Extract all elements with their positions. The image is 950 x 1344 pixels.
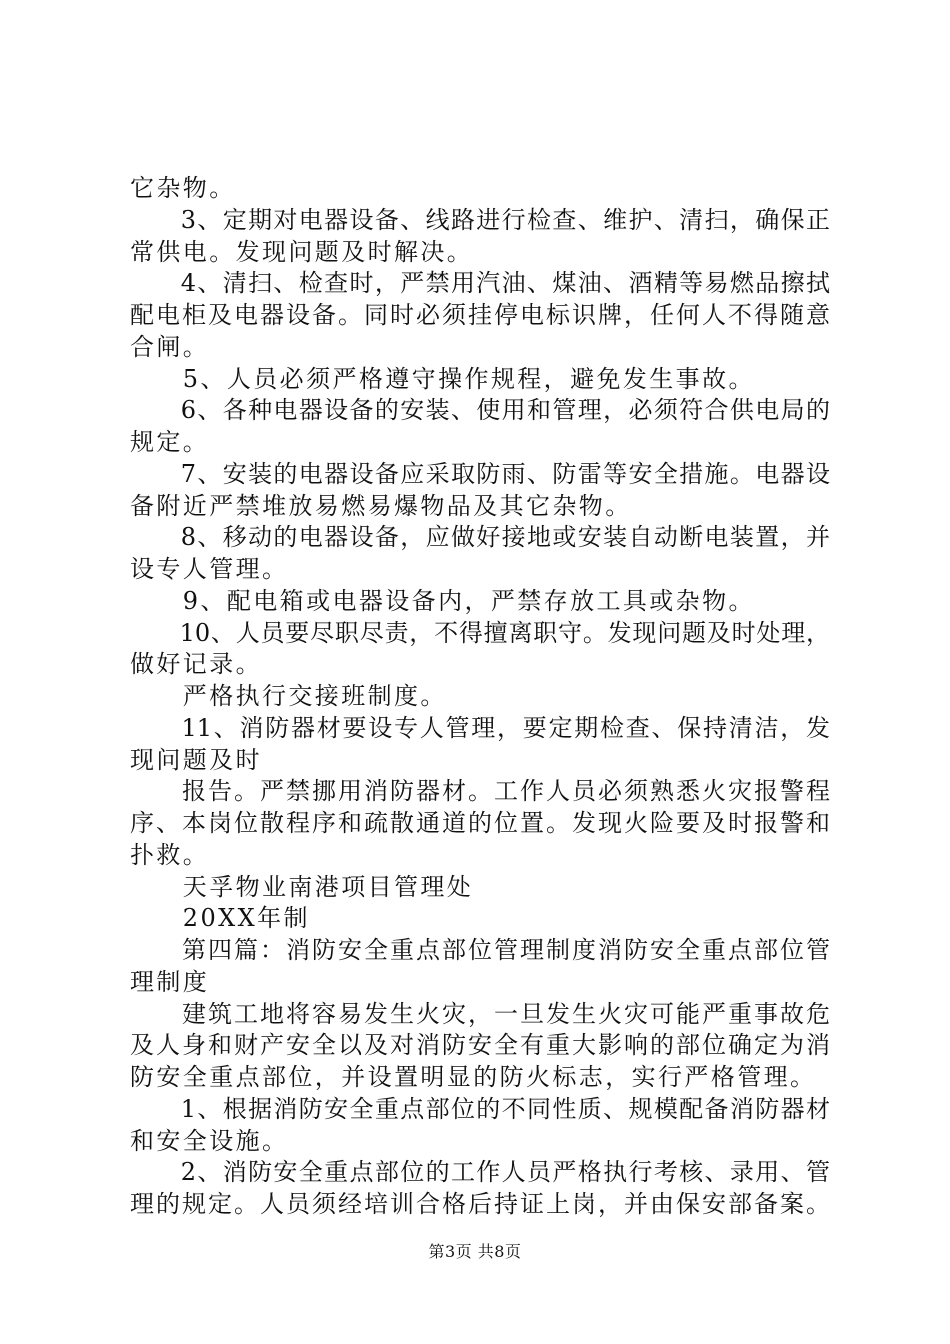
text-line: 序、本岗位散程序和疏散通道的位置。发现火险要及时报警和 — [130, 809, 830, 837]
text-line: 防安全重点部位，并设置明显的防火标志，实行严格管理。 — [130, 1063, 817, 1091]
text-line: 建筑工地将容易发生火灾，一旦发生火灾可能严重事故危 — [130, 1000, 830, 1028]
text-line: 严格执行交接班制度。 — [130, 682, 447, 710]
text-line: 5、人员必须严格遵守操作规程，避免发生事故。 — [130, 365, 755, 393]
text-line: 6、各种电器设备的安装、使用和管理，必须符合供电局的 — [130, 396, 830, 424]
text-line: 10、人员要尽职尽责，不得擅离职守。发现问题及时处理， — [130, 619, 830, 647]
text-line: 及人身和财产安全以及对消防安全有重大影响的部位确定为消 — [130, 1031, 830, 1059]
text-line: 它杂物。 — [130, 174, 236, 202]
text-line: 设专人管理。 — [130, 555, 289, 583]
text-line: 4、清扫、检查时，严禁用汽油、煤油、酒精等易燃品擦拭 — [130, 269, 830, 297]
text-line: 报告。严禁挪用消防器材。工作人员必须熟悉火灾报警程 — [130, 777, 830, 805]
text-line: 20XX年制 — [130, 904, 310, 932]
text-line: 做好记录。 — [130, 650, 262, 678]
text-line: 8、移动的电器设备，应做好接地或安装自动断电装置，并 — [130, 523, 830, 551]
text-line: 第四篇：消防安全重点部位管理制度消防安全重点部位管 — [130, 936, 830, 964]
text-line: 3、定期对电器设备、线路进行检查、维护、清扫，确保正 — [130, 206, 830, 234]
text-line: 备附近严禁堆放易燃易爆物品及其它杂物。 — [130, 492, 632, 520]
text-line: 理制度 — [130, 968, 210, 996]
text-line: 常供电。发现问题及时解决。 — [130, 238, 474, 266]
text-line: 理的规定。人员须经培训合格后持证上岗，并由保安部备案。 — [130, 1190, 830, 1218]
text-line: 7、安装的电器设备应采取防雨、防雷等安全措施。电器设 — [130, 460, 830, 488]
text-line: 规定。 — [130, 428, 210, 456]
text-line: 配电柜及电器设备。同时必须挂停电标识牌，任何人不得随意 — [130, 301, 830, 329]
text-line: 现问题及时 — [130, 746, 262, 774]
text-line: 合闸。 — [130, 333, 210, 361]
text-line: 9、配电箱或电器设备内，严禁存放工具或杂物。 — [130, 587, 755, 615]
text-line: 和安全设施。 — [130, 1127, 289, 1155]
text-line: 扑救。 — [130, 841, 210, 869]
text-line: 11、消防器材要设专人管理，要定期检查、保持清洁，发 — [130, 714, 830, 742]
page-footer: 第3页 共8页 — [428, 1242, 522, 1261]
text-line: 天孚物业南港项目管理处 — [130, 873, 474, 901]
text-line: 2、消防安全重点部位的工作人员严格执行考核、录用、管 — [130, 1158, 830, 1186]
text-line: 1、根据消防安全重点部位的不同性质、规模配备消防器材 — [130, 1095, 830, 1123]
